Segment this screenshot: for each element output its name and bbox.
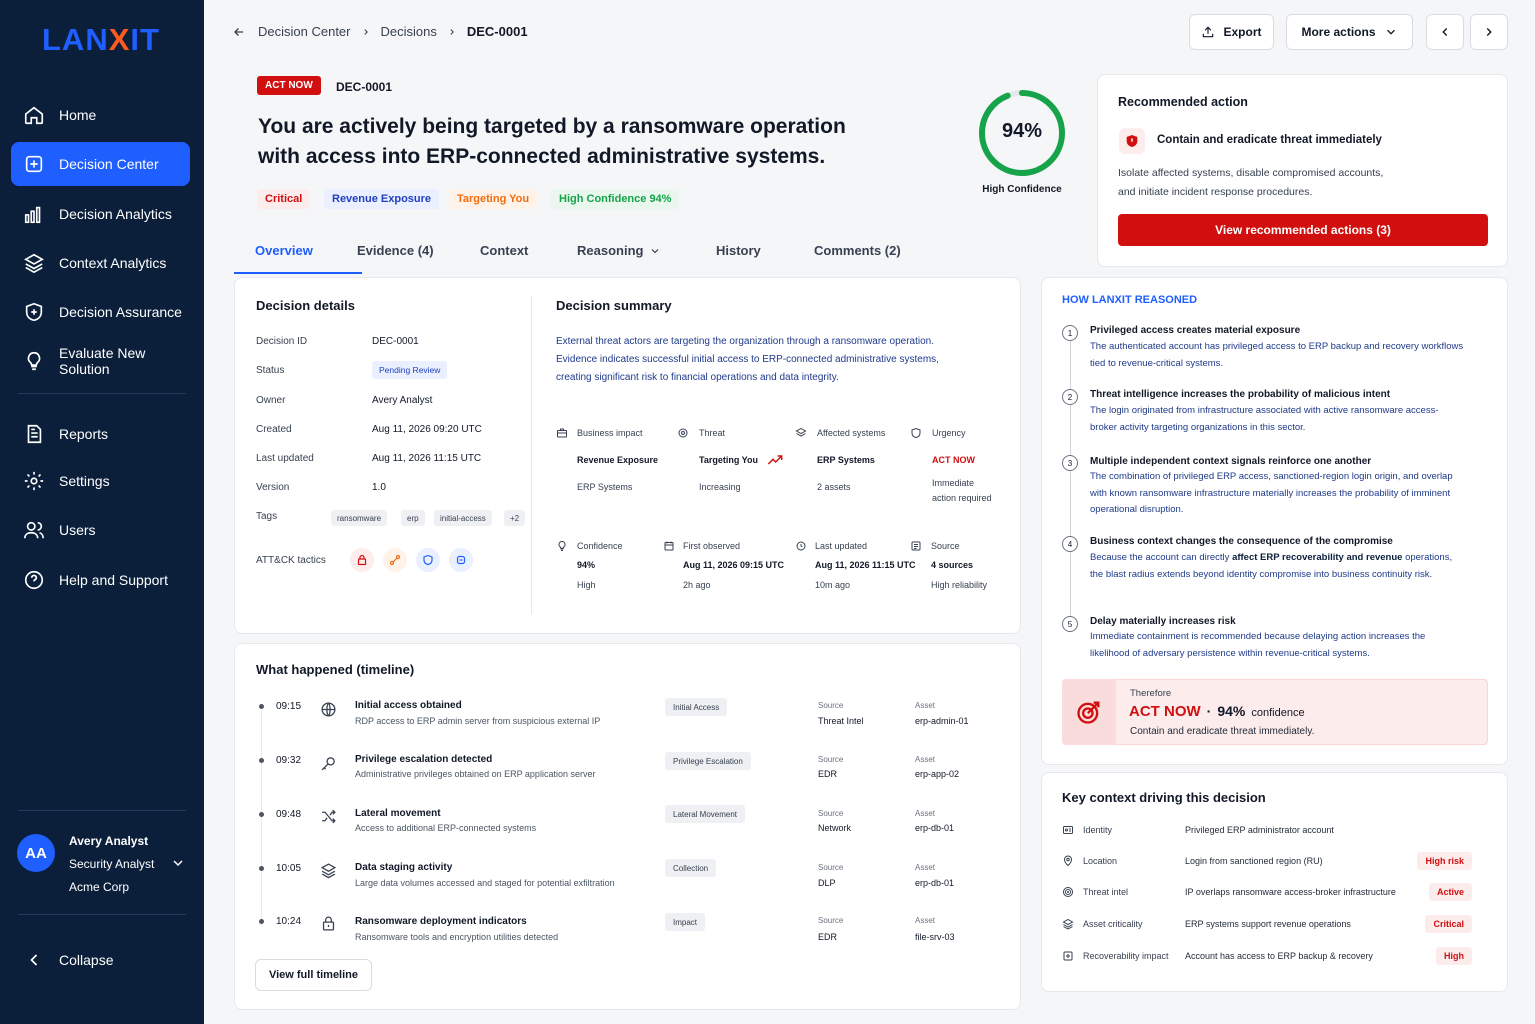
sidebar-item-label: Reports [59, 426, 109, 442]
export-label: Export [1223, 25, 1262, 39]
metric-label: Affected systems [817, 428, 886, 438]
user-name: Avery Analyst [69, 834, 149, 848]
step-description-emphasis: affect ERP recoverability and revenue [1232, 552, 1403, 563]
sidebar-item-home[interactable] [11, 93, 190, 137]
therefore-label: Therefore [1130, 688, 1172, 699]
recommended-title: Recommended action [1118, 95, 1248, 109]
context-label: Asset criticality [1083, 919, 1143, 929]
event-description: Access to additional ERP-connected systems [355, 823, 537, 833]
source-label: Source [818, 755, 844, 764]
user-org: Acme Corp [69, 880, 130, 894]
lanxit-logo[interactable]: LANXIT [42, 22, 160, 57]
metric-value: Aug 11, 2026 11:15 UTC [815, 560, 916, 570]
tag-chip[interactable]: initial-access [434, 510, 492, 526]
source-label: Source [818, 701, 844, 710]
metric-value: 4 sources [931, 560, 974, 570]
source-label: Source [818, 863, 844, 872]
metric-value: ACT NOW [932, 455, 975, 465]
event-source: EDR [818, 932, 838, 942]
more-actions-button[interactable] [1286, 14, 1413, 50]
timeline-dot [259, 919, 264, 924]
event-description: Administrative privileges obtained on ERP application server [355, 769, 596, 779]
sidebar-item-decision-assurance[interactable] [11, 290, 190, 334]
tactic-lateral-icon[interactable] [383, 548, 407, 572]
alert-shield-icon [1119, 128, 1145, 154]
step-number: 1 [1062, 325, 1078, 341]
asset-label: Asset [915, 916, 936, 925]
users-icon [23, 519, 45, 541]
recommended-description [1118, 164, 1383, 202]
detail-label: Last updated [256, 453, 314, 464]
event-source: EDR [818, 769, 838, 779]
database-icon [455, 554, 467, 566]
metric-sub: Immediate [932, 478, 975, 488]
chevron-down-icon[interactable] [170, 855, 186, 871]
sidebar-item-label: Context Analytics [59, 255, 167, 271]
recommended-description-line: and initiate incident response procedures. [1118, 186, 1313, 198]
backup-icon [1062, 950, 1074, 962]
verdict: ACT NOW [1129, 703, 1201, 720]
tab-active-indicator [234, 272, 362, 274]
shield-icon [422, 554, 434, 566]
layers-icon [795, 427, 807, 439]
detail-value: Aug 11, 2026 09:20 UTC [372, 424, 482, 435]
tag-chip[interactable]: erp [401, 510, 425, 526]
summary-line: creating significant risk to financial operations and data integrity. [556, 372, 839, 383]
shield-icon [910, 427, 922, 439]
recommended-action: Contain and eradicate threat immediately [1157, 134, 1382, 146]
tab-reasoning[interactable] [577, 243, 661, 258]
detail-label: Owner [256, 395, 286, 406]
lock-icon [320, 915, 337, 932]
chevron-right-icon [447, 27, 457, 37]
step-title: Threat intelligence increases the probability of malicious intent [1090, 389, 1391, 400]
context-value: Privileged ERP administrator account [1185, 825, 1334, 835]
context-value: Login from sanctioned region (RU) [1185, 856, 1323, 866]
bar-chart-icon [23, 203, 45, 225]
step-title: Privileged access creates material exposure [1090, 325, 1301, 336]
tab-context[interactable]: Context [480, 243, 529, 258]
metric-value: ERP Systems [817, 455, 875, 465]
metric-label: Last updated [815, 541, 868, 551]
context-label: Location [1083, 856, 1118, 866]
reasoning-rail [1070, 341, 1071, 629]
sidebar-item-label: Home [59, 107, 97, 123]
timeline-card [234, 643, 1021, 1010]
event-tactic: Collection [665, 859, 716, 877]
metric-value: Aug 11, 2026 09:15 UTC [683, 560, 785, 570]
sidebar [0, 0, 204, 1024]
chevron-down-icon [649, 245, 661, 257]
key-icon [320, 755, 337, 772]
sidebar-divider [18, 810, 186, 811]
event-tactic: Initial Access [665, 698, 727, 716]
verdict-line [1129, 703, 1305, 720]
context-label: Threat intel [1083, 887, 1129, 897]
timeline-dot [259, 866, 264, 871]
metric-value: Revenue Exposure [577, 455, 659, 465]
tab-reasoning-label: Reasoning [577, 243, 644, 258]
breadcrumb [232, 24, 528, 39]
metric-label: Urgency [932, 428, 966, 438]
lightbulb-icon [556, 540, 568, 552]
event-description: RDP access to ERP admin server from suspicious external IP [355, 716, 601, 726]
context-value: ERP systems support revenue operations [1185, 919, 1351, 929]
context-label: Identity [1083, 825, 1113, 835]
event-asset: file-srv-03 [915, 932, 955, 942]
tactic-defense-icon[interactable] [416, 548, 440, 572]
event-description: Large data volumes accessed and staged for potential exfiltration [355, 878, 615, 888]
context-badge: High risk [1417, 852, 1472, 870]
status-badge: Pending Review [372, 361, 447, 379]
confidence-value: 94% [1001, 120, 1043, 142]
tag-chip[interactable]: +2 [504, 510, 525, 526]
metric-sub: ERP Systems [577, 482, 633, 492]
step-number: 3 [1062, 455, 1078, 471]
radar-icon [1062, 886, 1074, 898]
help-icon [23, 569, 45, 591]
metric-sub: High reliability [931, 580, 988, 590]
briefcase-icon [556, 427, 568, 439]
back-arrow-icon[interactable] [232, 25, 246, 39]
detail-value: Aug 11, 2026 11:15 UTC [372, 453, 482, 464]
summary-line: Evidence indicates successful initial access to ERP-connected administrative systems, [556, 354, 939, 365]
metric-label: Confidence [577, 541, 623, 551]
context-label: Recoverability impact [1083, 951, 1169, 961]
act-now-badge: ACT NOW [257, 76, 321, 95]
chip-high-confidence: High Confidence 94% [551, 189, 679, 209]
shuffle-icon [320, 808, 337, 825]
step-title: Multiple independent context signals reinforce one another [1090, 456, 1372, 467]
tactic-collection-icon[interactable] [449, 548, 473, 572]
chevron-down-icon [1384, 25, 1398, 39]
detail-label: Created [256, 424, 292, 435]
sidebar-item-label: Settings [59, 473, 110, 489]
metric-sub: 2 assets [817, 482, 851, 492]
detail-value: 1.0 [372, 482, 386, 493]
event-tactic: Impact [665, 913, 705, 931]
event-title: Initial access obtained [355, 700, 462, 711]
step-number: 2 [1062, 389, 1078, 405]
event-time: 10:24 [276, 916, 302, 927]
detail-value: Avery Analyst [372, 395, 433, 406]
chip-targeting-you: Targeting You [449, 189, 537, 209]
timeline-title: What happened (timeline) [256, 662, 415, 677]
breadcrumb-decisions[interactable]: Decisions [380, 24, 437, 39]
step-description: Immediate containment is recommended because delaying action increases the likelihood of adversary persistence within revenue-critical systems. [1090, 631, 1426, 659]
decision-title-line: You are actively being targeted by a ransomware operation [258, 115, 846, 138]
chip-critical: Critical [257, 189, 310, 209]
asset-label: Asset [915, 755, 936, 764]
step-title: Delay materially increases risk [1090, 616, 1236, 627]
step-number: 5 [1062, 616, 1078, 632]
metric-sub: High [577, 580, 596, 590]
sidebar-item-label: Evaluate New Solution [59, 345, 146, 377]
timeline-dot [259, 704, 264, 709]
decision-icon [23, 153, 45, 175]
chevron-right-icon [361, 27, 371, 37]
export-button[interactable] [1189, 14, 1274, 50]
event-time: 09:48 [276, 809, 302, 820]
metric-label: First observed [683, 541, 741, 551]
timeline-dot [259, 812, 264, 817]
sidebar-item-decision-center[interactable] [11, 142, 190, 186]
confidence-label: High Confidence [982, 184, 1062, 195]
shield-icon [23, 301, 45, 323]
source-icon [910, 540, 922, 552]
metric-value: Targeting You [699, 455, 759, 465]
sidebar-divider [18, 914, 186, 915]
event-tactic: Lateral Movement [665, 805, 745, 823]
detail-label: Version [256, 482, 290, 493]
tab-comments[interactable]: Comments (2) [814, 243, 901, 258]
event-source: Threat Intel [818, 716, 864, 726]
chevron-left-icon [23, 950, 45, 970]
timeline-dot [259, 758, 264, 763]
decision-id: DEC-0001 [336, 80, 393, 94]
context-value: Account has access to ERP backup & recovery [1185, 951, 1373, 961]
context-badge: Critical [1425, 915, 1472, 933]
tactic-initial-access-icon[interactable] [350, 548, 374, 572]
layers-icon [1062, 918, 1074, 930]
metric-sub: 2h ago [683, 580, 711, 590]
metric-label: Source [931, 541, 960, 551]
decision-summary-title: Decision summary [556, 298, 672, 313]
sidebar-item-context-analytics[interactable] [11, 241, 190, 285]
network-icon [389, 554, 401, 566]
recommended-description-line: Isolate affected systems, disable compromised accounts, [1118, 167, 1384, 179]
step-description: The authenticated account has privileged access to ERP backup and recovery workflows tied to revenue-critical systems. [1090, 341, 1464, 369]
tab-evidence[interactable]: Evidence (4) [357, 243, 434, 258]
attck-label: ATT&CK tactics [256, 555, 326, 566]
sidebar-item-evaluate-new-solution[interactable] [11, 339, 190, 383]
avatar[interactable]: AA [17, 834, 55, 872]
tag-chip[interactable]: ransomware [331, 510, 387, 526]
verdict-confidence-word: confidence [1251, 707, 1305, 719]
view-recommended-actions-button[interactable]: View recommended actions (3) [1118, 214, 1488, 246]
step-description: The combination of privileged ERP access, sanctioned-region login origin, and overlap with known ransomware infrastructure materially increases the probability of imminent operational disruption. [1090, 471, 1453, 515]
asset-label: Asset [915, 809, 936, 818]
event-title: Ransomware deployment indicators [355, 916, 527, 927]
step-description-part: operations, the blast radius extends beyond identity compromise into business continuity risk. [1090, 552, 1453, 580]
layers-icon [320, 862, 337, 879]
trending-up-icon [767, 454, 783, 466]
calendar-icon [663, 540, 675, 552]
sidebar-item-help[interactable] [11, 558, 190, 602]
decision-title-line: with access into ERP-connected administrative systems. [258, 145, 826, 168]
decision-summary-text [556, 333, 939, 387]
metric-value: 94% [577, 560, 596, 570]
lightbulb-icon [23, 350, 45, 372]
source-label: Source [818, 809, 844, 818]
sidebar-item-decision-analytics[interactable] [11, 192, 190, 236]
event-asset: erp-app-02 [915, 769, 960, 779]
document-icon [23, 423, 45, 445]
sidebar-item-label: Help and Support [59, 572, 168, 588]
globe-icon [320, 701, 337, 718]
event-asset: erp-db-01 [915, 878, 955, 888]
id-card-icon [1062, 824, 1074, 836]
lock-icon [356, 554, 368, 566]
sidebar-item-label: Decision Analytics [59, 206, 172, 222]
shield-icon [1124, 133, 1140, 149]
context-badge: Active [1429, 883, 1472, 901]
metric-label: Threat [699, 428, 726, 438]
decision-details-title: Decision details [256, 298, 355, 313]
event-asset: erp-admin-01 [915, 716, 969, 726]
home-icon [23, 104, 45, 126]
asset-label: Asset [915, 863, 936, 872]
detail-value: DEC-0001 [372, 336, 419, 347]
asset-label: Asset [915, 701, 936, 710]
event-asset: erp-db-01 [915, 823, 955, 833]
verdict-conclusion: Contain and eradicate threat immediately. [1130, 726, 1315, 737]
metric-sub: 10m ago [815, 580, 851, 590]
breadcrumb-current: DEC-0001 [466, 24, 528, 39]
event-description: Ransomware tools and encryption utilities detected [355, 932, 559, 942]
step-description: The login originated from infrastructure associated with active ransomware access-broker activity targeting organizations in this sector. [1090, 405, 1439, 433]
detail-label: Decision ID [256, 336, 308, 347]
step-description-part: Because the account can directly [1090, 552, 1233, 563]
key-context-title: Key context driving this decision [1062, 790, 1266, 805]
event-title: Privilege escalation detected [355, 754, 493, 765]
detail-label: Status [256, 365, 285, 376]
sidebar-item-users[interactable] [11, 508, 190, 552]
clock-icon [795, 540, 807, 552]
context-value: IP overlaps ransomware access-broker infrastructure [1185, 887, 1396, 897]
target-icon [677, 427, 689, 439]
event-time: 10:05 [276, 863, 302, 874]
more-actions-label: More actions [1301, 25, 1376, 39]
location-pin-icon [1062, 855, 1074, 867]
next-button[interactable] [1470, 14, 1508, 50]
event-title: Data staging activity [355, 862, 453, 873]
sidebar-item-label: Users [59, 522, 96, 538]
verdict-confidence: 94% [1217, 703, 1246, 719]
target-badge [1062, 679, 1116, 745]
event-title: Lateral movement [355, 808, 441, 819]
vertical-divider [531, 296, 532, 614]
sidebar-divider [18, 393, 186, 394]
collapse-button[interactable] [11, 938, 190, 982]
view-full-timeline-button[interactable]: View full timeline [255, 959, 372, 991]
source-label: Source [818, 916, 844, 925]
event-time: 09:32 [276, 755, 302, 766]
previous-button[interactable] [1426, 14, 1464, 50]
step-title: Business context changes the consequence of the compromise [1090, 536, 1393, 547]
step-number: 4 [1062, 536, 1078, 552]
summary-line: External threat actors are targeting the organization through a ransomware operation. [556, 336, 934, 347]
breadcrumb-decision-center[interactable]: Decision Center [258, 24, 351, 39]
event-tactic: Privilege Escalation [665, 752, 751, 770]
target-icon [1075, 698, 1103, 726]
sidebar-item-settings[interactable] [11, 459, 190, 503]
event-source: DLP [818, 878, 836, 888]
gear-icon [23, 470, 45, 492]
context-badge: High [1436, 947, 1472, 965]
sidebar-item-reports[interactable] [11, 412, 190, 456]
event-source: Network [818, 823, 852, 833]
step-description [1090, 550, 1465, 583]
sidebar-item-label: Decision Center [59, 156, 159, 172]
user-role: Security Analyst [69, 857, 155, 871]
chevron-left-icon [1438, 25, 1452, 39]
layers-icon [23, 252, 45, 274]
chip-revenue-exposure: Revenue Exposure [324, 189, 439, 209]
collapse-label: Collapse [59, 952, 114, 968]
chevron-right-icon [1482, 25, 1496, 39]
tab-overview[interactable]: Overview [255, 243, 313, 258]
sidebar-item-label: Decision Assurance [59, 304, 182, 320]
reasoning-title: HOW LANXIT REASONED [1062, 294, 1198, 306]
decision-title [258, 112, 846, 172]
verdict-separator: · [1206, 703, 1212, 719]
tab-history[interactable]: History [716, 243, 761, 258]
metric-sub: action required [932, 493, 992, 503]
tags-label: Tags [256, 511, 278, 522]
metric-sub: Increasing [699, 482, 741, 492]
metric-label: Business impact [577, 428, 643, 438]
event-time: 09:15 [276, 701, 302, 712]
upload-icon [1201, 25, 1215, 39]
timeline-rail [261, 710, 262, 925]
